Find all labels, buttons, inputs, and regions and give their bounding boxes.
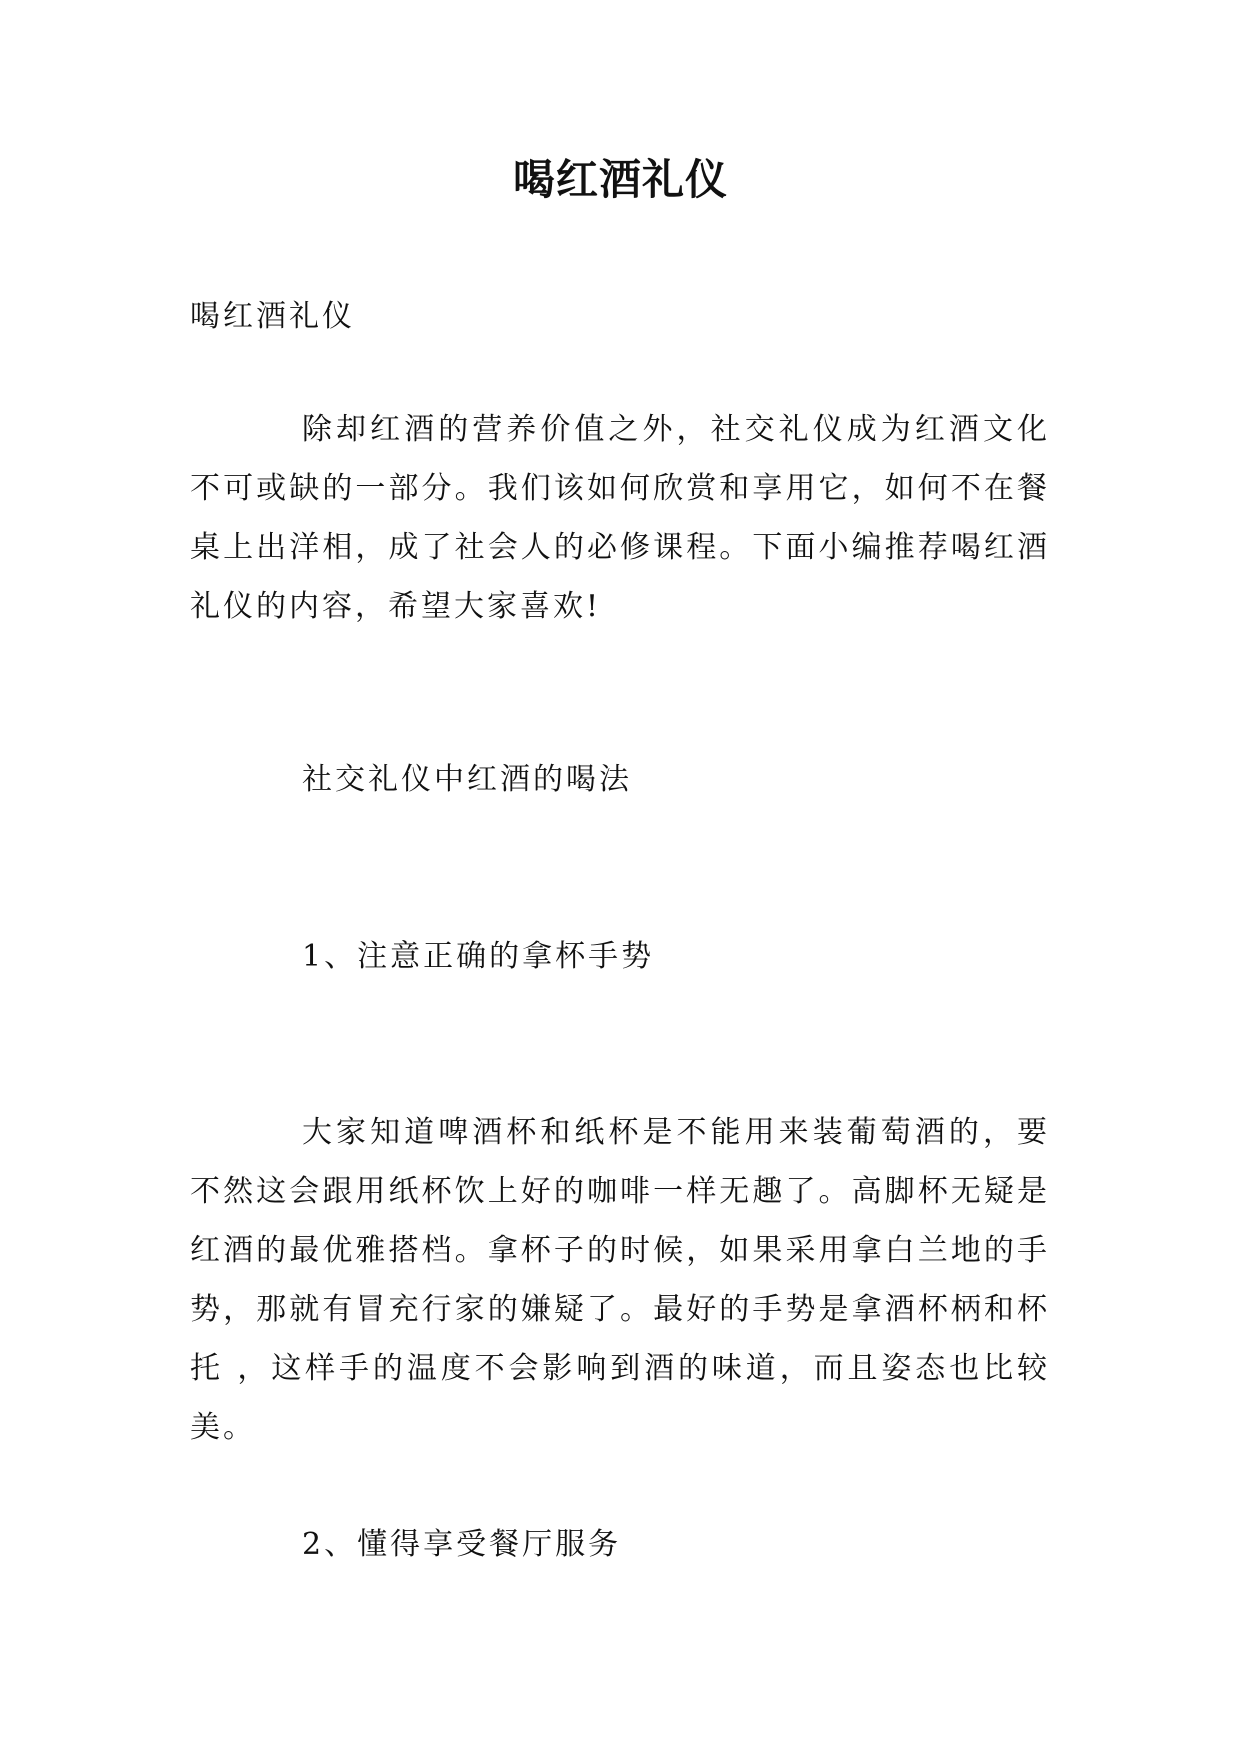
intro-paragraph: 除却红酒的营养价值之外，社交礼仪成为红酒文化不可或缺的一部分。我们该如何欣赏和享用它，如何不在餐桌上出洋相，成了社会人的必修课程。下面小编推荐喝红酒礼仪的内容，希望大家喜欢! (190, 412, 1050, 624)
document-subtitle: 喝红酒礼仪 (190, 299, 355, 334)
list-item-2-heading: 2、懂得享受餐厅服务 (302, 1527, 622, 1562)
section-heading: 社交礼仪中红酒的喝法 (302, 762, 632, 797)
list-item-1-body: 大家知道啤酒杯和纸杯是不能用来装葡萄酒的，要不然这会跟用纸杯饮上好的咖啡一样无趣了。高脚杯无疑是红酒的最优雅搭档。拿杯子的时候，如果采用拿白兰地的手势，那就有冒充行家的嫌疑了。最好的手势是拿酒杯柄和杯托 ，这样手的温度不会影响到酒的味道，而且姿态也比较美。 (190, 1115, 1050, 1445)
document-title: 喝红酒礼仪 (512, 155, 728, 204)
list-item-1-heading: 1、注意正确的拿杯手势 (302, 939, 655, 974)
